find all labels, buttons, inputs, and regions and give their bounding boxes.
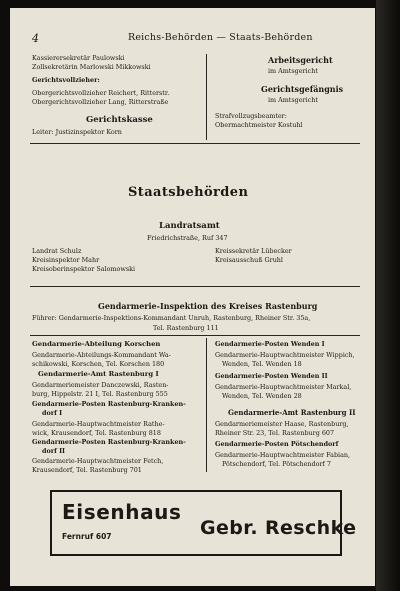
gerichtskasse-heading: Gerichtskasse (86, 115, 153, 125)
running-header: Reichs-Behörden — Staats-Behörden (128, 32, 313, 43)
gendarmerie-post-heading: dorf I (42, 409, 63, 417)
reich-right-line: im Amtsgericht (268, 67, 318, 75)
reich-right-line: im Amtsgericht (268, 96, 318, 104)
gendarmerie-title: Gendarmerie-Inspektion des Kreises Rastenburg (98, 301, 318, 311)
landratsamt-person: Kreisausschuß Gruhl (215, 256, 283, 264)
staatsbehoerden-title: Staatsbehörden (128, 185, 249, 200)
gendarmerie-post-heading: Gendarmerie-Posten Rastenburg-Kranken- (32, 438, 186, 446)
arbeitsgericht-heading: Arbeitsgericht (268, 55, 333, 65)
landratsamt-address: Friedrichstraße, Ruf 347 (147, 234, 228, 242)
reich-left-line: Obergerichtsvollzieher Reichert, Ritterstr. (32, 89, 170, 97)
gendarmerie-post-heading: Gendarmerie-Posten Pötschendorf (215, 440, 339, 448)
gendarmerie-entry: wick, Krausendorf, Tel. Rastenburg 818 (32, 429, 161, 437)
gendarmerie-post-heading: Gendarmerie-Posten Wenden I (215, 340, 325, 348)
ad-reschke: Gebr. Reschke (200, 517, 357, 539)
gendarmerie-post-heading: Gendarmerie-Posten Wenden II (215, 372, 328, 380)
section-rule (30, 286, 360, 287)
gendarmerie-unit-heading: Gendarmerie-Abteilung Korschen (32, 340, 161, 348)
gendarmerie-fuehrer: Führer: Gendarmerie-Inspektions-Kommandant Unruh, Rastenburg, Rheiner Str. 35a, (32, 314, 311, 322)
gendarmerie-entry: Gendarmerie-Hauptwachtmeister Markal, (215, 383, 352, 391)
reich-right-line: Obermachtmeister Kostuhl (215, 121, 303, 129)
landratsamt-title: Landratsamt (159, 221, 220, 231)
gendarmerie-fuehrer-phone: Tel. Rastenburg 111 (153, 324, 219, 332)
gendarmerie-entry: Krausendorf, Tel. Rastenburg 701 (32, 466, 142, 474)
reich-left-heading: Gerichtsvollzieher: (32, 76, 100, 84)
reich-left-line: Kassierersekretär Paulowski (32, 54, 125, 62)
reich-left-line: Obergerichtsvollzieher Lang, Ritterstraße (32, 98, 169, 106)
gerichtsgefaengnis-heading: Gerichtsgefängnis (261, 84, 344, 94)
column-divider (206, 338, 207, 472)
gendarmerie-entry: Gendarmerie-Hauptwachtmeister Rathe- (32, 420, 165, 428)
book-page (10, 8, 375, 586)
reich-left-line: Leiter: Justizinspektor Korn (32, 128, 122, 136)
gendarmerie-entry: Gendarmerie-Hauptwachtmeister Wippich, (215, 351, 355, 359)
gendarmerie-entry: Gendarmerie-Hauptwachtmeister Fetch, (32, 457, 164, 465)
gendarmerie-entry: schikowski, Korschen, Tel. Korschen 180 (32, 360, 165, 368)
gendarmerie-entry: Gendarmeriemeister Danczewski, Rasten- (32, 381, 169, 389)
landratsamt-person: Kreisinspektor Mahr (32, 256, 100, 264)
gendarmerie-entry: Pötschendorf, Tel. Pötschendorf 7 (222, 460, 331, 468)
landratsamt-person: Kreissekretär Lübecker (215, 247, 292, 255)
reich-right-line: Strafvollzugsbeamter: (215, 112, 287, 120)
gendarmerie-entry: burg, Hippelstr. 21 I, Tel. Rastenburg 555 (32, 390, 168, 398)
page-number: 4 (32, 32, 39, 45)
landratsamt-person: Kreisoberinspektor Salomowski (32, 265, 136, 273)
ad-phone: Fernruf 607 (62, 532, 112, 541)
ad-eisenhaus: Eisenhaus (62, 500, 182, 524)
gendarmerie-post-heading: dorf II (42, 447, 66, 455)
section-rule (30, 335, 360, 336)
gendarmerie-entry: Gendarmerie-Abteilungs-Kommandant Wa- (32, 351, 171, 359)
landratsamt-person: Landrat Schulz (32, 247, 82, 255)
gendarmerie-unit-heading: Gendarmerie-Amt Rastenburg II (228, 408, 356, 417)
gendarmerie-entry: Wenden, Tel. Wenden 28 (222, 392, 302, 400)
gendarmerie-unit-heading: Gendarmerie-Amt Rastenburg I (38, 370, 159, 378)
reich-left-line: Zollsekretärin Marlowski Mikkowski (32, 63, 151, 71)
gendarmerie-post-heading: Gendarmerie-Posten Rastenburg-Kranken- (32, 400, 186, 408)
gendarmerie-entry: Gendarmeriemeister Haase, Rastenburg, (215, 420, 349, 428)
column-divider (206, 54, 207, 140)
gendarmerie-entry: Rheiner Str. 23, Tel. Rastenburg 607 (215, 429, 335, 437)
section-rule (30, 143, 360, 144)
gendarmerie-entry: Wenden, Tel. Wenden 18 (222, 360, 302, 368)
book-spine-edge (376, 0, 400, 591)
gendarmerie-entry: Gendarmerie-Hauptwachtmeister Fabian, (215, 451, 351, 459)
